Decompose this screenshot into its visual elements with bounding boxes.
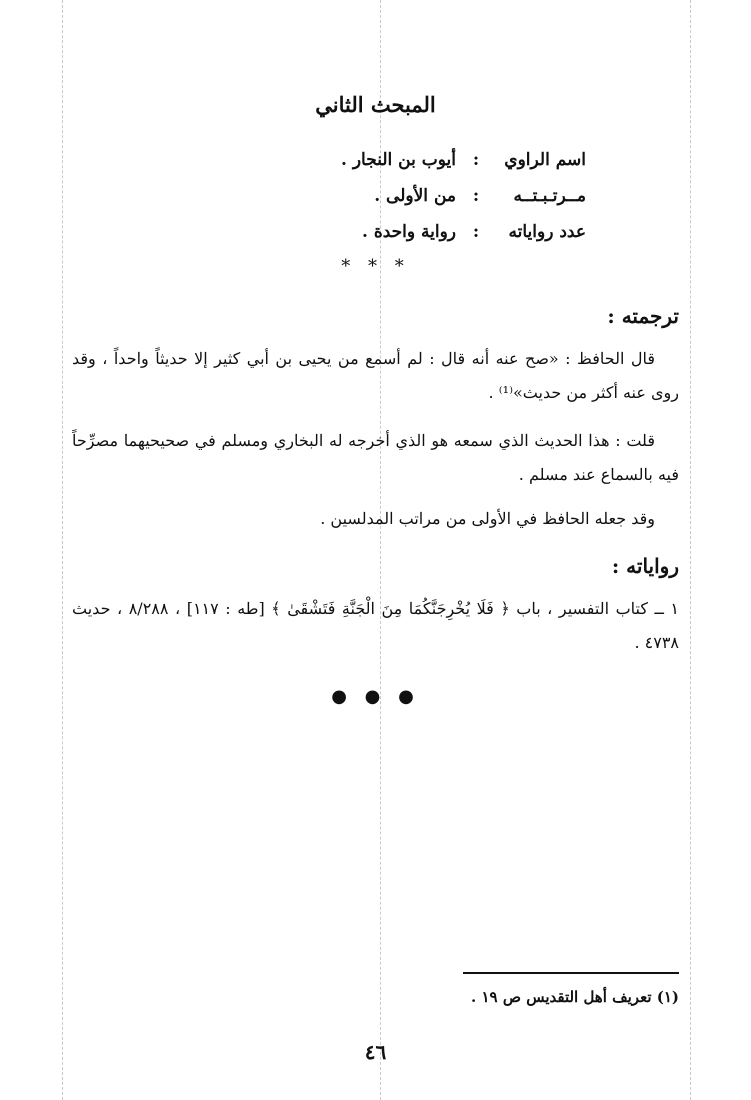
meta-value: أيوب بن النجار . (341, 150, 456, 170)
meta-value: رواية واحدة . (361, 222, 456, 242)
meta-key: مــرتـبـتــه (513, 186, 586, 206)
narrations-count-row (362, 222, 586, 242)
meta-sep: : (472, 186, 480, 206)
meta-key: اسم الراوي (504, 150, 586, 170)
meta-sep: : (472, 222, 480, 242)
biography-paragraph-1: قال الحافظ : «صح عنه أنه قال : لم أسمع من يحيى بن أبي كثير إلا حديثاً واحداً ، وقد روى عنه أكثر من حديث»⁽¹⁾ . (72, 349, 679, 402)
meta-key: عدد رواياته (508, 222, 586, 242)
footnote-rule (463, 972, 679, 974)
narration-item-1: ١ ــ كتاب التفسير ، باب ﴿ فَلَا يُخْرِجَنَّكُمَا مِنَ الْجَنَّةِ فَتَشْقَىٰ ﴾ [طه : ١١٧] ، ٨/٢٨٨ ، حديث ٤٧٣٨ . (72, 599, 680, 652)
biography-paragraph-3: وقد جعله الحافظ في الأولى من مراتب المدلسين . (320, 509, 655, 528)
meta-sep: : (472, 150, 480, 170)
narrator-rank-row (374, 186, 586, 206)
star-separator: * * * (341, 256, 410, 277)
meta-value: من الأولى . (374, 186, 456, 206)
biography-heading: ترجمته : (607, 304, 679, 328)
narrator-name-row (341, 150, 586, 170)
footnote-1: (١) تعريف أهل التقديس ص ١٩ . (471, 988, 679, 1006)
biography-paragraph-2: قلت : هذا الحديث الذي سمعه هو الذي أخرجه له البخاري ومسلم في صحيحيهما مصرِّحاً فيه بالسماع عند مسلم . (72, 431, 679, 484)
dot-separator: ● ● ● (331, 686, 420, 707)
page-number: ٤٦ (364, 1040, 387, 1064)
section-title: المبحث الثاني (315, 92, 436, 117)
narrations-heading: رواياته : (611, 554, 679, 578)
